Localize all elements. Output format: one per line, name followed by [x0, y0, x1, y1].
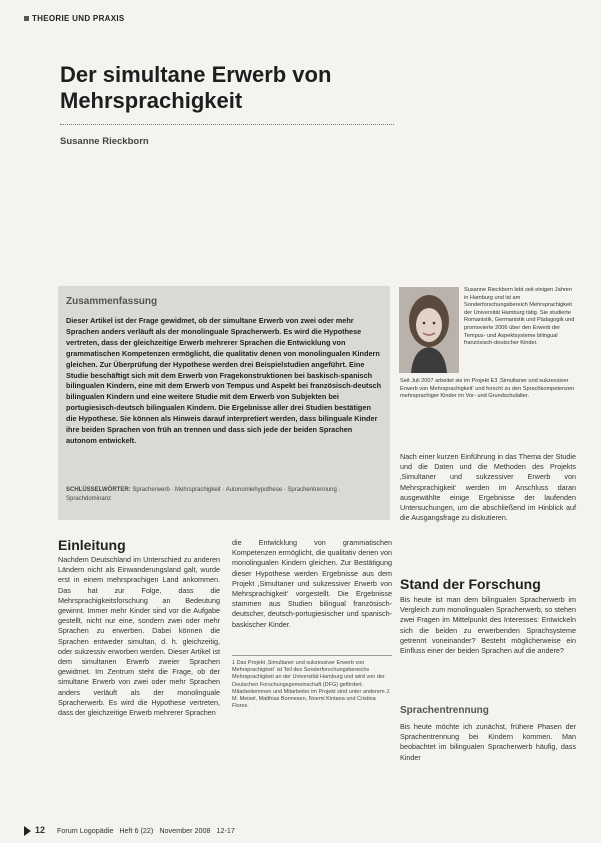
keywords — [66, 486, 382, 503]
journal-name: Forum Logopädie — [57, 826, 114, 835]
keywords-list: Spracherwerb · Mehrsprachigkeit · Autonomiehypothese · Sprachentrennung · Sprachdominanz — [66, 487, 341, 502]
keywords-label: SCHLÜSSELWÖRTER: — [66, 487, 131, 493]
subheading-sprachentrennung: Sprachentrennung — [400, 705, 489, 716]
summary-heading: Zusammenfassung — [66, 296, 158, 307]
page-arrow-icon — [24, 826, 31, 836]
summary-body: Dieser Artikel ist der Frage gewidmet, ob der simultane Erwerb von zwei oder mehr Sprachen anders verläuft als der monolinguale Spracherwerb. Es wird die Hypothese vertreten, dass der gleichzeitige Erwerb mehrerer Sprachen die Entwicklung von grammatischen Kompetenzen ermöglicht, die qualitativ denen von monolingualen Kindern gleichen. Zur Überprüfung der Hypothese werden drei Beispielstudien angeführt. Eine Studie beschäftigt sich mit dem Erwerb von Fragekonstruktionen bei baskisch-spanisch bilingualen Kindern, eine mit dem Erwerb von Tempus und Aspekt bei französisch-deutsch bilingualen Kindern und eine weitere Studie mit dem Erwerb von Subjekten bei portugiesisch-deutsch bilingualen Kindern. Die Ergebnisse aller drei Studien bestätigen die Hypothese. Sie können als Hinweis darauf interpretiert werden, dass bilinguale Kinder ihre beiden Sprachen von früh an trennen und dass sich jede der beiden Sprachen autonom entwickelt. — [66, 316, 382, 445]
research-body: Bis heute ist man dem bilingualen Spracherwerb im Vergleich zum monolingualen Spracherwerb, so stehen zwei Fragen im Mittelpunkt des Interesses: Entwickeln sich die beiden zu erwerbenden Sprachsysteme getrennt voneinander? Besteht möglicherweise ein Einfluss einer der beiden Sprachen auf die andere? — [400, 595, 576, 656]
section-marker-icon — [24, 16, 29, 21]
sprachentrennung-body: Bis heute möchte ich zunächst, frühere Phasen der Sprachentrennung bei Kindern kommen. Man beobachtet im bilingualen Spracherwerb häufig, dass Kinder — [400, 722, 576, 762]
page-number: 12 — [35, 825, 46, 835]
author-bio-continued: Seit Juli 2007 arbeitet sie im Projekt E3 ‚Simultaner und sukzessiver Erwerb von Mehrsprachigkeit‘ und forscht zu den Sprachkompetenzen mehrsprachiger Kinder im Vor- und Grundschulalter. — [400, 378, 575, 400]
portrait-image — [399, 287, 459, 373]
page-footer — [24, 825, 235, 836]
issue-date: November 2008 — [159, 826, 211, 835]
column-2-body: die Entwicklung von grammatischen Kompetenzen ermöglicht, die qualitativ denen von monolingualen Kindern gleichen. Zur Bestätigung dieser Hypothese werden Ergebnisse aus dem Projekt ‚Simultaner und sukzessiver Erwerb von Mehrsprachigkeit‘ vorgestellt. Die Ergebnisse stammen aus Studien bilingual französisch-deutscher, deutsch-portugiesischer und spanisch-baskischer Kinder. — [232, 538, 392, 629]
page-range: 12-17 — [216, 826, 235, 835]
heading-stand-der-forschung: Stand der Forschung — [400, 576, 541, 592]
title-line-2: Mehrsprachigkeit — [60, 88, 243, 113]
summary-box — [58, 286, 390, 520]
author-name: Susanne Rieckborn — [60, 136, 149, 147]
section-label: THEORIE UND PRAXIS — [24, 14, 125, 23]
title-divider — [60, 124, 394, 125]
author-photo — [399, 287, 459, 373]
issue: Heft 6 (22) — [119, 826, 154, 835]
heading-einleitung: Einleitung — [58, 537, 126, 553]
column-3-intro: Nach einer kurzen Einführung in das Thema der Studie und die Daten und die Methoden des Projekts ‚Simultaner und sukzessiver Erwerb von Mehrsprachigkeit‘ werden im Anschluss daran ausgewählte einige Ergebnisse der laufenden Untersuchungen, um die abschließend im Hinblick auf die Ausgangsfrage zu diskutieren. — [400, 452, 576, 523]
title-line-1: Der simultane Erwerb von — [60, 62, 332, 87]
article-title — [60, 62, 420, 114]
intro-body: Nachdem Deutschland im Unterschied zu anderen Ländern nicht als Einwanderungsland galt, wurde erst in einem mehrsprachigen Land ankommen. Das hat zur Folge, dass die Mehrsprachigkeitsforschung an Bedeutung gewinnt. Immer mehr Kinder sind vor die Aufgabe gestellt, nicht nur eine, sondern zwei oder mehr Sprachen zu erwerben. Dabei können die Sprachen entweder simultan, d. h. gleichzeitig, oder sukzessiv erworben werden. Dieser Artikel ist dem simultanen Erwerb zweier Sprachen gewidmet. Im Zentrum steht die Frage, ob der simultane Erwerb von zwei oder mehr Sprachen anders verläuft als der monolinguale Spracherwerb. Es wird die Hypothese vertreten, dass der gleichzeitige Erwerb mehrerer Sprachen — [58, 555, 220, 718]
footnote: 1 Das Projekt ‚Simultaner und sukzessiver Erwerb von Mehrsprachigkeit‘ ist Teil des Sonderforschungsbereichs Mehrsprachigkeit an der Universität Hamburg und wird von der Deutschen Forschungsgemeinschaft (DFG) gefördert. Mitarbeiterinnen und Mitarbeiter im Projekt sind unter anderem J. M. Meisel, Matthias Bonnesen, Noemi Kintana und Cristina Flores. — [232, 655, 392, 710]
author-bio: Susanne Rieckborn lebt seit einigen Jahren in Hamburg und ist am Sonderforschungsbereich Mehrsprachigkeit der Universität Hamburg tätig. Sie studierte Romanistik, Germanistik und Pädagogik und promovierte 2006 über den Erwerb der Tempus- und Aspektsysteme bilingual französisch-deutscher Kinder. — [464, 287, 575, 347]
